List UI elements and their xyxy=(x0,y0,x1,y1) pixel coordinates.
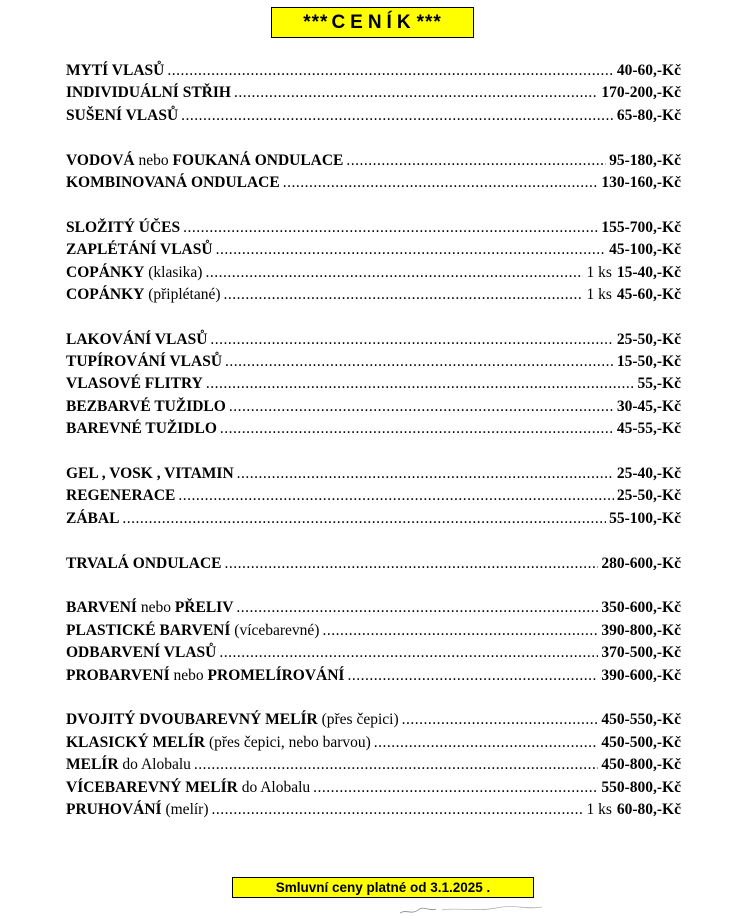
title-stars-right: *** xyxy=(416,11,442,33)
price-row xyxy=(66,331,681,353)
service-price: 65-80,-Kč xyxy=(616,106,681,124)
price-row xyxy=(66,711,681,733)
service-name-bold: PRUHOVÁNÍ xyxy=(66,800,162,818)
dot-leader xyxy=(229,398,614,416)
dot-leader xyxy=(313,779,598,797)
price-row xyxy=(66,174,681,196)
service-name-bold: COPÁNKY xyxy=(66,263,145,281)
title-stars-left: *** xyxy=(303,11,329,33)
service-name-bold: KLASICKÝ MELÍR xyxy=(66,733,206,751)
dot-leader xyxy=(194,756,598,774)
price-row xyxy=(66,510,681,532)
price-row xyxy=(66,241,681,263)
service-name xyxy=(66,107,178,125)
service-name-bold: ZÁBAL xyxy=(66,509,120,527)
price-row xyxy=(66,644,681,666)
dot-leader xyxy=(374,734,599,752)
dot-leader xyxy=(167,62,614,80)
service-name xyxy=(66,219,180,237)
service-price: 25-50,-Kč xyxy=(616,487,681,505)
price-row xyxy=(66,734,681,756)
service-price: 45-60,-Kč xyxy=(616,285,681,303)
dot-leader xyxy=(237,465,614,483)
validity-note xyxy=(232,877,534,898)
service-name xyxy=(66,487,175,505)
service-name-bold: BAREVNÉ TUŽIDLO xyxy=(66,420,217,438)
service-name-bold: PLASTICKÉ BARVENÍ xyxy=(66,621,231,639)
service-name-note: nebo xyxy=(134,151,173,169)
service-name-note: do Alobalu xyxy=(118,756,191,774)
price-list xyxy=(66,62,681,823)
service-name xyxy=(66,801,209,819)
service-name-bold: REGENERACE xyxy=(66,487,176,505)
service-name xyxy=(66,286,221,304)
dot-leader xyxy=(122,510,606,528)
service-price: 55,-Kč xyxy=(637,375,681,393)
service-name-bold: PROMELÍROVÁNÍ xyxy=(207,666,345,684)
service-price: 30-45,-Kč xyxy=(616,397,681,415)
price-row xyxy=(66,107,681,129)
service-name xyxy=(66,398,226,416)
service-name-bold: PŘELIV xyxy=(174,599,234,617)
service-name xyxy=(66,152,343,170)
service-name xyxy=(66,174,280,192)
dot-leader xyxy=(347,667,598,685)
service-name-bold: ZAPLÉTÁNÍ VLASŮ xyxy=(66,241,213,259)
dot-leader xyxy=(219,644,598,662)
service-name xyxy=(66,711,399,729)
service-name xyxy=(66,644,216,662)
service-name-bold: SUŠENÍ VLASŮ xyxy=(66,106,179,124)
service-price: 15-50,-Kč xyxy=(616,353,681,371)
dot-leader xyxy=(225,353,614,371)
service-name-bold: KOMBINOVANÁ ONDULACE xyxy=(66,173,280,191)
dot-leader xyxy=(224,555,598,573)
service-name xyxy=(66,734,371,752)
service-name-bold: MELÍR xyxy=(66,756,119,774)
service-price: 45-55,-Kč xyxy=(616,420,681,438)
price-row xyxy=(66,84,681,106)
service-name-bold: ODBARVENÍ VLASŮ xyxy=(66,644,217,662)
dot-leader xyxy=(220,420,614,438)
service-name-bold: COPÁNKY xyxy=(66,285,145,303)
service-name-bold: BARVENÍ xyxy=(66,599,137,617)
price-row xyxy=(66,398,681,420)
price-row xyxy=(66,375,681,397)
service-name xyxy=(66,622,319,640)
service-name-note: (připlétané) xyxy=(144,285,221,303)
dot-leader xyxy=(205,264,583,282)
service-name-bold: LAKOVÁNÍ VLASŮ xyxy=(66,330,208,348)
dot-leader xyxy=(322,622,598,640)
service-price: 25-50,-Kč xyxy=(616,330,681,348)
service-name-bold: FOUKANÁ ONDULACE xyxy=(172,151,344,169)
dot-leader xyxy=(178,487,613,505)
service-price: 155-700,-Kč xyxy=(601,218,681,236)
price-list-title xyxy=(271,7,474,38)
service-name-note: nebo xyxy=(136,599,175,617)
service-name xyxy=(66,264,202,282)
service-name-bold: SLOŽITÝ ÚČES xyxy=(66,218,181,236)
service-name-bold: VODOVÁ xyxy=(66,151,135,169)
dot-leader xyxy=(210,331,613,349)
service-name-bold: PROBARVENÍ xyxy=(66,666,170,684)
price-row xyxy=(66,219,681,241)
service-price: 25-40,-Kč xyxy=(616,465,681,483)
price-row xyxy=(66,62,681,84)
service-price: 40-60,-Kč xyxy=(616,62,681,79)
service-name-bold: VLASOVÉ FLITRY xyxy=(66,375,203,393)
service-name-bold: VÍCEBAREVNÝ MELÍR xyxy=(66,778,238,796)
price-row xyxy=(66,756,681,778)
service-price: 95-180,-Kč xyxy=(609,151,681,169)
service-name-bold: GEL , VOSK , VITAMIN xyxy=(66,465,234,483)
service-price: 15-40,-Kč xyxy=(616,263,681,281)
service-price: 130-160,-Kč xyxy=(601,173,681,191)
service-quantity: 1 ks xyxy=(586,263,612,281)
service-name-bold: DVOJITÝ DVOUBAREVNÝ MELÍR xyxy=(66,711,318,729)
service-name xyxy=(66,353,222,371)
price-row xyxy=(66,286,681,308)
service-name xyxy=(66,62,164,80)
service-name-note: (přes čepici) xyxy=(317,711,399,729)
dot-leader xyxy=(283,174,599,192)
dot-leader xyxy=(212,801,584,819)
price-row xyxy=(66,152,681,174)
price-row xyxy=(66,667,681,689)
service-name xyxy=(66,667,344,685)
service-price: 450-800,-Kč xyxy=(601,756,681,774)
dot-leader xyxy=(224,286,584,304)
price-row xyxy=(66,555,681,577)
price-row xyxy=(66,779,681,801)
service-name-note: nebo xyxy=(169,666,208,684)
service-price: 55-100,-Kč xyxy=(609,509,681,527)
price-row xyxy=(66,465,681,487)
service-name-note: (klasika) xyxy=(144,263,203,281)
dot-leader xyxy=(402,711,599,729)
service-name xyxy=(66,599,233,617)
service-price: 450-500,-Kč xyxy=(601,733,681,751)
service-name-note: (přes čepici, nebo barvou) xyxy=(205,733,371,751)
service-name xyxy=(66,84,231,102)
service-price: 550-800,-Kč xyxy=(601,778,681,796)
service-name-note: do Alobalu xyxy=(237,778,311,796)
service-name-note: (vícebarevné) xyxy=(230,621,320,639)
service-name-bold: TRVALÁ ONDULACE xyxy=(66,554,222,572)
service-name xyxy=(66,241,213,259)
service-price: 450-550,-Kč xyxy=(601,711,681,729)
service-name-bold: INDIVIDUÁLNÍ STŘIH xyxy=(66,84,231,102)
service-price: 60-80,-Kč xyxy=(616,800,681,818)
price-row xyxy=(66,599,681,621)
dot-leader xyxy=(183,219,598,237)
dot-leader xyxy=(216,241,607,259)
service-name xyxy=(66,779,310,797)
price-row xyxy=(66,487,681,509)
service-price: 390-800,-Kč xyxy=(601,621,681,639)
service-price: 170-200,-Kč xyxy=(601,84,681,102)
service-price: 45-100,-Kč xyxy=(609,241,681,259)
service-name xyxy=(66,756,191,774)
dot-leader xyxy=(236,599,598,617)
service-name xyxy=(66,465,234,483)
service-name-note: (melír) xyxy=(161,800,209,818)
service-price: 350-600,-Kč xyxy=(601,599,681,617)
dot-leader xyxy=(206,375,635,393)
service-price: 390-600,-Kč xyxy=(601,666,681,684)
service-price: 370-500,-Kč xyxy=(601,644,681,662)
dot-leader xyxy=(346,152,606,170)
service-name-bold: MYTÍ VLASŮ xyxy=(66,62,165,79)
service-name xyxy=(66,555,221,573)
price-row xyxy=(66,353,681,375)
service-name-bold: BEZBARVÉ TUŽIDLO xyxy=(66,397,226,415)
service-name-bold: TUPÍROVÁNÍ VLASŮ xyxy=(66,353,223,371)
service-quantity: 1 ks xyxy=(586,285,612,303)
price-row xyxy=(66,622,681,644)
validity-note-text: Smluvní ceny platné od 3.1.2025 . xyxy=(275,880,491,895)
dot-leader xyxy=(234,84,598,102)
title-text: CENÍK xyxy=(331,11,416,33)
service-name xyxy=(66,420,217,438)
service-quantity: 1 ks xyxy=(586,800,612,818)
price-row xyxy=(66,801,681,823)
handwritten-mark xyxy=(396,903,546,916)
service-name xyxy=(66,331,207,349)
service-name xyxy=(66,375,203,393)
service-price: 280-600,-Kč xyxy=(601,554,681,572)
price-row xyxy=(66,420,681,442)
service-name xyxy=(66,510,119,528)
price-row xyxy=(66,264,681,286)
dot-leader xyxy=(181,107,614,125)
